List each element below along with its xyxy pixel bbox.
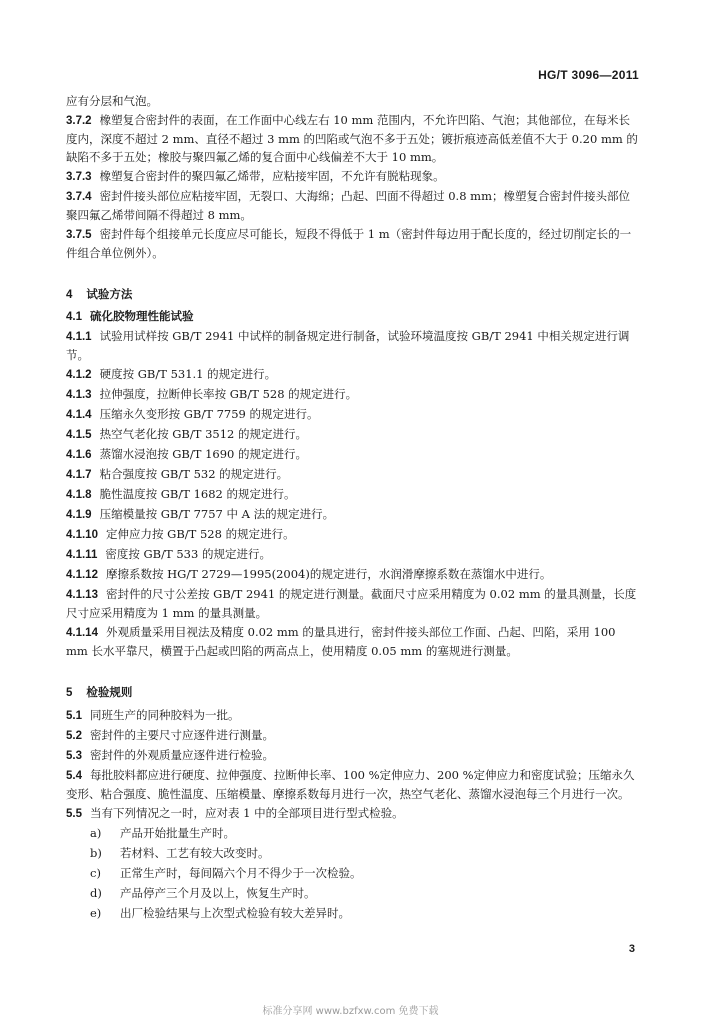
list-marker: a) <box>90 826 102 840</box>
clause-paragraph <box>66 327 640 364</box>
clause-number: 4.1.6 <box>66 449 92 461</box>
section-number: 5 <box>66 687 73 699</box>
clause-text: 密封件的尺寸公差按 GB/T 2941 的规定进行测量。截面尺寸应采用精度为 0.02 mm 的量具测量，长度尺寸应采用精度为 1 mm 的量具测量。 <box>66 587 637 620</box>
clause-paragraph <box>66 505 640 524</box>
clause-number: 5.1 <box>66 710 82 722</box>
list-text: 产品停产三个月及以上，恢复生产时。 <box>120 886 316 900</box>
clause-paragraph <box>66 585 640 622</box>
clause-number: 4.1.2 <box>66 369 92 381</box>
list-item <box>90 864 640 882</box>
clause-paragraph <box>66 405 640 424</box>
clause-text: 蒸馏水浸泡按 GB/T 1690 的规定进行。 <box>99 447 307 461</box>
clause-text: 拉伸强度，拉断伸长率按 GB/T 528 的规定进行。 <box>99 387 358 401</box>
list-marker: b) <box>90 846 102 860</box>
clause-paragraph <box>66 465 640 484</box>
list-item <box>90 824 640 842</box>
clause-number: 4.1.12 <box>66 569 98 581</box>
clause-number: 4.1.9 <box>66 509 92 521</box>
clause-number: 3.7.5 <box>66 229 92 241</box>
clause-number: 4.1.5 <box>66 429 92 441</box>
clause-paragraph <box>66 746 640 765</box>
clause-text: 定伸应力按 GB/T 528 的规定进行。 <box>105 527 295 541</box>
list-marker: c) <box>90 866 101 880</box>
page-number: 3 <box>628 943 635 955</box>
clause-paragraph <box>66 726 640 745</box>
list-marker: d) <box>90 886 102 900</box>
list-text: 产品开始批量生产时。 <box>120 826 235 840</box>
clause-text: 试验用试样按 GB/T 2941 中试样的制备规定进行制备，试验环境温度按 GB/T 2941 中相关规定进行调节。 <box>66 329 630 362</box>
list-item <box>90 844 640 862</box>
section-title: 检验规则 <box>86 687 133 699</box>
clause-text: 密封件接头部位应粘接牢固，无裂口、大海绵；凸起、凹面不得超过 0.8 mm；橡塑复合密封件接头部位聚四氟乙烯带间隔不得超过 8 mm。 <box>66 189 630 222</box>
clause-paragraph <box>66 445 640 464</box>
section-heading <box>66 684 640 702</box>
clause-number: 4.1.14 <box>66 627 98 639</box>
clause-text: 热空气老化按 GB/T 3512 的规定进行。 <box>99 427 307 441</box>
clause-number: 4.1.11 <box>66 549 98 561</box>
clause-paragraph <box>66 92 640 110</box>
clause-text: 同班生产的同种胶料为一批。 <box>90 708 240 722</box>
clause-text: 应有分层和气泡。 <box>66 94 158 108</box>
clause-number: 5.3 <box>66 750 82 762</box>
clause-text: 密封件的主要尺寸应逐件进行测量。 <box>90 728 274 742</box>
clause-text: 密封件每个组接单元长度应尽可能长，短段不得低于 1 m（密封件每边用于配长度的，经过切削定长的一件组合单位例外）。 <box>66 227 632 260</box>
clause-paragraph <box>66 425 640 444</box>
clause-number: 3.7.4 <box>66 191 92 203</box>
clause-number: 3.7.2 <box>66 115 92 127</box>
clause-number: 4.1.13 <box>66 589 98 601</box>
clause-paragraph <box>66 545 640 564</box>
clause-text: 摩擦系数按 HG/T 2729—1995(2004)的规定进行，水润滑摩擦系数在蒸馏水中进行。 <box>105 567 552 581</box>
subsection-heading <box>66 308 640 326</box>
clause-paragraph <box>66 485 640 504</box>
clause-paragraph <box>66 706 640 725</box>
clause-number: 4.1.10 <box>66 529 98 541</box>
clause-number: 4.1.3 <box>66 389 92 401</box>
clause-number: 5.5 <box>66 808 82 820</box>
clause-text: 每批胶料都应进行硬度、拉伸强度、拉断伸长率、100 %定伸应力、200 %定伸应力和密度试验；压缩永久变形、粘合强度、脆性温度、压缩模量、摩擦系数每月进行一次，热空气老化、蒸馏水浸泡每三个月进行一次。 <box>66 768 635 801</box>
clause-paragraph <box>66 225 640 262</box>
clause-paragraph <box>66 525 640 544</box>
clause-text: 粘合强度按 GB/T 532 的规定进行。 <box>99 467 289 481</box>
clause-paragraph <box>66 365 640 384</box>
clause-number: 4.1.1 <box>66 331 92 343</box>
list-item <box>90 884 640 902</box>
section-heading <box>66 286 640 304</box>
section-number: 4 <box>66 289 73 301</box>
clause-number: 4.1 <box>66 311 82 323</box>
list-marker: e) <box>90 906 102 920</box>
clause-text: 脆性温度按 GB/T 1682 的规定进行。 <box>99 487 296 501</box>
clause-text: 密度按 GB/T 533 的规定进行。 <box>105 547 271 561</box>
clause-number: 3.7.3 <box>66 171 92 183</box>
clause-paragraph <box>66 385 640 404</box>
document-code: HG/T 3096—2011 <box>538 68 639 82</box>
clause-text: 压缩模量按 GB/T 7757 中 A 法的规定进行。 <box>99 507 335 521</box>
clause-text: 橡塑复合密封件的聚四氟乙烯带，应粘接牢固，不允许有脱粘现象。 <box>99 169 445 183</box>
clause-text: 橡塑复合密封件的表面，在工作面中心线左右 10 mm 范围内，不允许凹陷、气泡；其他部位，在每米长度内，深度不超过 2 mm、直径不超过 3 mm 的凹陷或气泡不多于五处；镀折痕迹高低差值不大于 0.20 mm 的缺陷不多于五处；橡胶与聚四氟乙烯的复合面中心线偏差不大于 10 mm。 <box>66 113 638 164</box>
clause-text: 密封件的外观质量应逐件进行检验。 <box>90 748 274 762</box>
clause-paragraph <box>66 111 640 166</box>
clause-number: 5.2 <box>66 730 82 742</box>
clause-number: 4.1.7 <box>66 469 92 481</box>
clause-text: 硬度按 GB/T 531.1 的规定进行。 <box>99 367 277 381</box>
document-body <box>66 92 640 924</box>
clause-number: 5.4 <box>66 770 82 782</box>
section-title: 试验方法 <box>86 289 133 301</box>
footer-watermark: 标准分享网 www.bzfxw.com 免费下载 <box>262 1006 439 1017</box>
clause-number: 4.1.8 <box>66 489 92 501</box>
clause-paragraph <box>66 565 640 584</box>
clause-text: 压缩永久变形按 GB/T 7759 的规定进行。 <box>99 407 319 421</box>
clause-paragraph <box>66 766 640 803</box>
list-text: 正常生产时，每间隔六个月不得少于一次检验。 <box>120 866 362 880</box>
list-item <box>90 904 640 922</box>
clause-number: 4.1.4 <box>66 409 92 421</box>
clause-paragraph <box>66 167 640 186</box>
subsection-title: 硫化胶物理性能试验 <box>90 311 194 323</box>
clause-paragraph <box>66 623 640 660</box>
list-text: 出厂检验结果与上次型式检验有较大差异时。 <box>120 906 350 920</box>
clause-text: 外观质量采用目视法及精度 0.02 mm 的量具进行，密封件接头部位工作面、凸起、凹陷，采用 100 mm 长水平靠尺，横置于凸起或凹陷的两高点上，使用精度 0.05 mm 的塞规进行测量。 <box>66 625 616 658</box>
list-text: 若材料、工艺有较大改变时。 <box>120 846 270 860</box>
clause-paragraph <box>66 187 640 224</box>
clause-paragraph <box>66 804 640 823</box>
clause-text: 当有下列情况之一时，应对表 1 中的全部项目进行型式检验。 <box>90 806 404 820</box>
